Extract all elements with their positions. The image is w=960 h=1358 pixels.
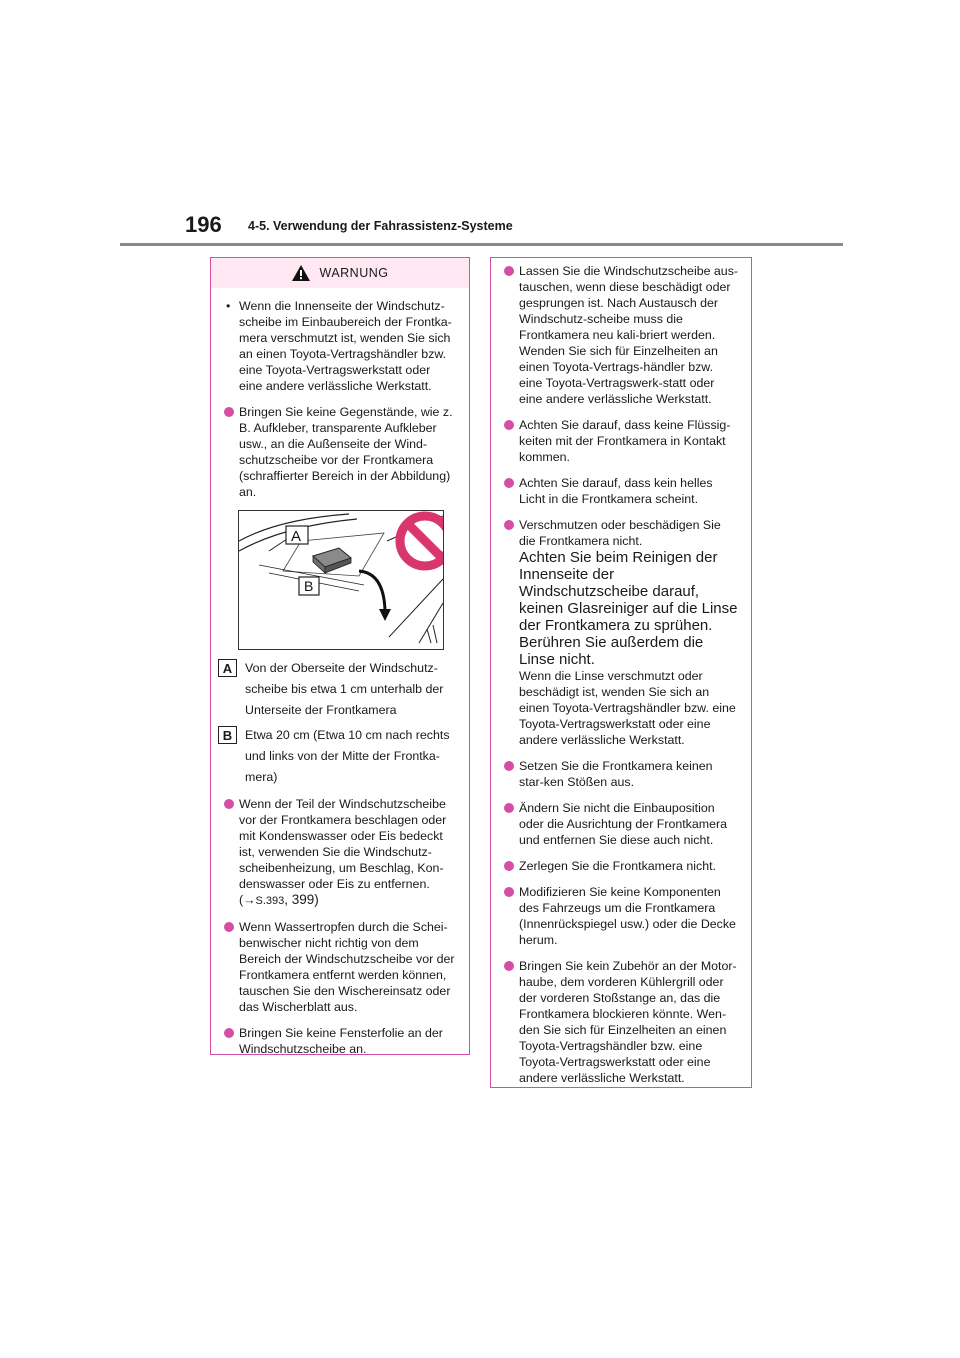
legend-text-b: Etwa 20 cm (Etwa 10 cm nach rechts und links von der Mitte der Frontka-mera) xyxy=(245,728,450,784)
bullet-icon xyxy=(224,407,234,417)
camera-illustration xyxy=(238,510,444,650)
item-text: Wenn der Teil der Windschutzscheibe vor der Frontkamera beschlagen oder mit Kondenswasser oder Eis bedeckt ist, verwenden Sie die Windschutz-scheibenheizung, um Beschlag, Kon-denswasser oder Eis zu entfernen. xyxy=(239,797,447,891)
warning-triangle-icon xyxy=(291,264,311,282)
item-text: Setzen Sie die Frontkamera keinen star-ken Stößen aus. xyxy=(519,759,713,789)
list-item xyxy=(508,475,739,507)
item-text: Achten Sie darauf, dass keine Flüssig-keiten mit der Frontkamera in Kontakt kommen. xyxy=(519,418,731,464)
warning-box-right xyxy=(490,257,752,1088)
item-text: Wenn die Linse verschmutzt oder beschädigt ist, wenden Sie sich an einen Toyota-Vertragshändler bzw. eine Toyota-Vertragswerkstatt oder eine andere verlässliche Werkstatt. xyxy=(519,669,736,747)
bullet-icon xyxy=(504,887,514,897)
item-text: Wenn Wassertropfen durch die Schei-benwischer nicht richtig von dem Bereich der Windschutzscheibe vor der Frontkamera entfernt werden können, tauschen Sie den Wischereinsatz oder das Wischerblatt aus. xyxy=(239,920,455,1014)
page-number: 196 xyxy=(185,212,222,237)
bullet-icon xyxy=(504,266,514,276)
bullet-icon xyxy=(504,520,514,530)
xref-open: ( xyxy=(239,893,244,907)
item-text: Lassen Sie die Windschutzscheibe aus-tauschen, wenn diese beschädigt oder gesprungen ist. Nach Austausch der Windschutz-scheibe muss die Frontkamera neu kali-briert werden. Wenden Sie sich für Einzelheiten an einen Toyota-Vertrags-händler bzw. eine Toyota-Vertragswerk-statt oder eine andere verlässliche Werkstatt. xyxy=(519,264,739,406)
intro-paragraph xyxy=(228,298,457,394)
list-item xyxy=(228,1025,457,1057)
item-emphasis: Achten Sie beim Reinigen der Innenseite der Windschutzscheibe darauf, keinen Glasreiniger auf die Linse der Frontkamera zu sprühen. Berühren Sie außerdem die Linse nicht. xyxy=(519,549,738,668)
list-item xyxy=(228,919,457,1015)
xref-link[interactable]: , 399) xyxy=(284,892,319,907)
list-item xyxy=(228,796,457,909)
xref-link[interactable]: S.393 xyxy=(255,895,285,907)
list-item xyxy=(508,517,739,748)
legend-item-a xyxy=(222,658,457,721)
legend-badge-a: A xyxy=(218,659,237,677)
warning-title: WARNUNG xyxy=(319,266,389,280)
item-text: Achten Sie darauf, dass kein helles Licht in die Frontkamera scheint. xyxy=(519,476,713,506)
item-text: Ändern Sie nicht die Einbauposition oder die Ausrichtung der Frontkamera und entfernen Sie diese auch nicht. xyxy=(519,801,727,847)
list-item xyxy=(508,263,739,407)
legend-item-b xyxy=(222,725,457,788)
bullet-icon xyxy=(504,861,514,871)
legend-badge-b: B xyxy=(218,726,237,744)
figure-label-b: B xyxy=(304,578,314,594)
dash-marker: • xyxy=(226,299,231,313)
list-item xyxy=(508,800,739,848)
bullet-icon xyxy=(504,420,514,430)
item-text: Modifizieren Sie keine Komponenten des Fahrzeugs um die Frontkamera (Innenrückspiegel usw.) oder die Decke herum. xyxy=(519,885,736,947)
legend-text-a: Von der Oberseite der Windschutz-scheibe bis etwa 1 cm unterhalb der Unterseite der Frontkamera xyxy=(245,661,444,717)
item-text: Bringen Sie keine Fensterfolie an der Windschutzscheibe an. xyxy=(239,1026,443,1056)
item-text: Verschmutzen oder beschädigen Sie die Frontkamera nicht. xyxy=(519,518,721,548)
header-rule xyxy=(120,243,843,246)
item-text: Bringen Sie keine Gegenstände, wie z. B. Aufkleber, transparente Aufkleber usw., an die Außenseite der Wind-schutzscheibe vor der Frontkamera (schraffierter Bereich in der Abbildung) an. xyxy=(239,405,453,499)
list-item xyxy=(508,758,739,790)
section-title: 4-5. Verwendung der Fahrassistenz-Systeme xyxy=(248,219,513,233)
list-item xyxy=(508,958,739,1086)
bullet-icon xyxy=(224,1028,234,1038)
bullet-icon xyxy=(224,922,234,932)
bullet-icon xyxy=(224,799,234,809)
bullet-icon xyxy=(504,478,514,488)
figure-label-a: A xyxy=(291,528,302,545)
xref-arrow-icon: → xyxy=(243,893,256,907)
warning-header xyxy=(211,258,469,288)
bullet-icon xyxy=(504,803,514,813)
list-item xyxy=(508,858,739,874)
bullet-icon xyxy=(504,961,514,971)
warning-box-left xyxy=(210,257,470,1055)
intro-text: Wenn die Innenseite der Windschutz-scheibe im Einbaubereich der Frontka-mera verschmutzt ist, wenden Sie sich an einen Toyota-Vertragshändler bzw. eine Toyota-Vertragswerkstatt oder eine andere verlässliche Werkstatt. xyxy=(239,299,452,393)
item-text: Zerlegen Sie die Frontkamera nicht. xyxy=(519,859,716,873)
list-item xyxy=(508,417,739,465)
item-text: Bringen Sie kein Zubehör an der Motor-haube, dem vorderen Kühlergrill oder der vorderen Stoßstange an, das die Frontkamera blockieren könnte. Wen-den Sie sich für Einzelheiten an einen Toyota-Vertragshändler bzw. eine Toyota-Vertragswerkstatt oder eine andere verlässliche Werkstatt. xyxy=(519,959,737,1085)
bullet-icon xyxy=(504,761,514,771)
list-item xyxy=(228,404,457,500)
list-item xyxy=(508,884,739,948)
